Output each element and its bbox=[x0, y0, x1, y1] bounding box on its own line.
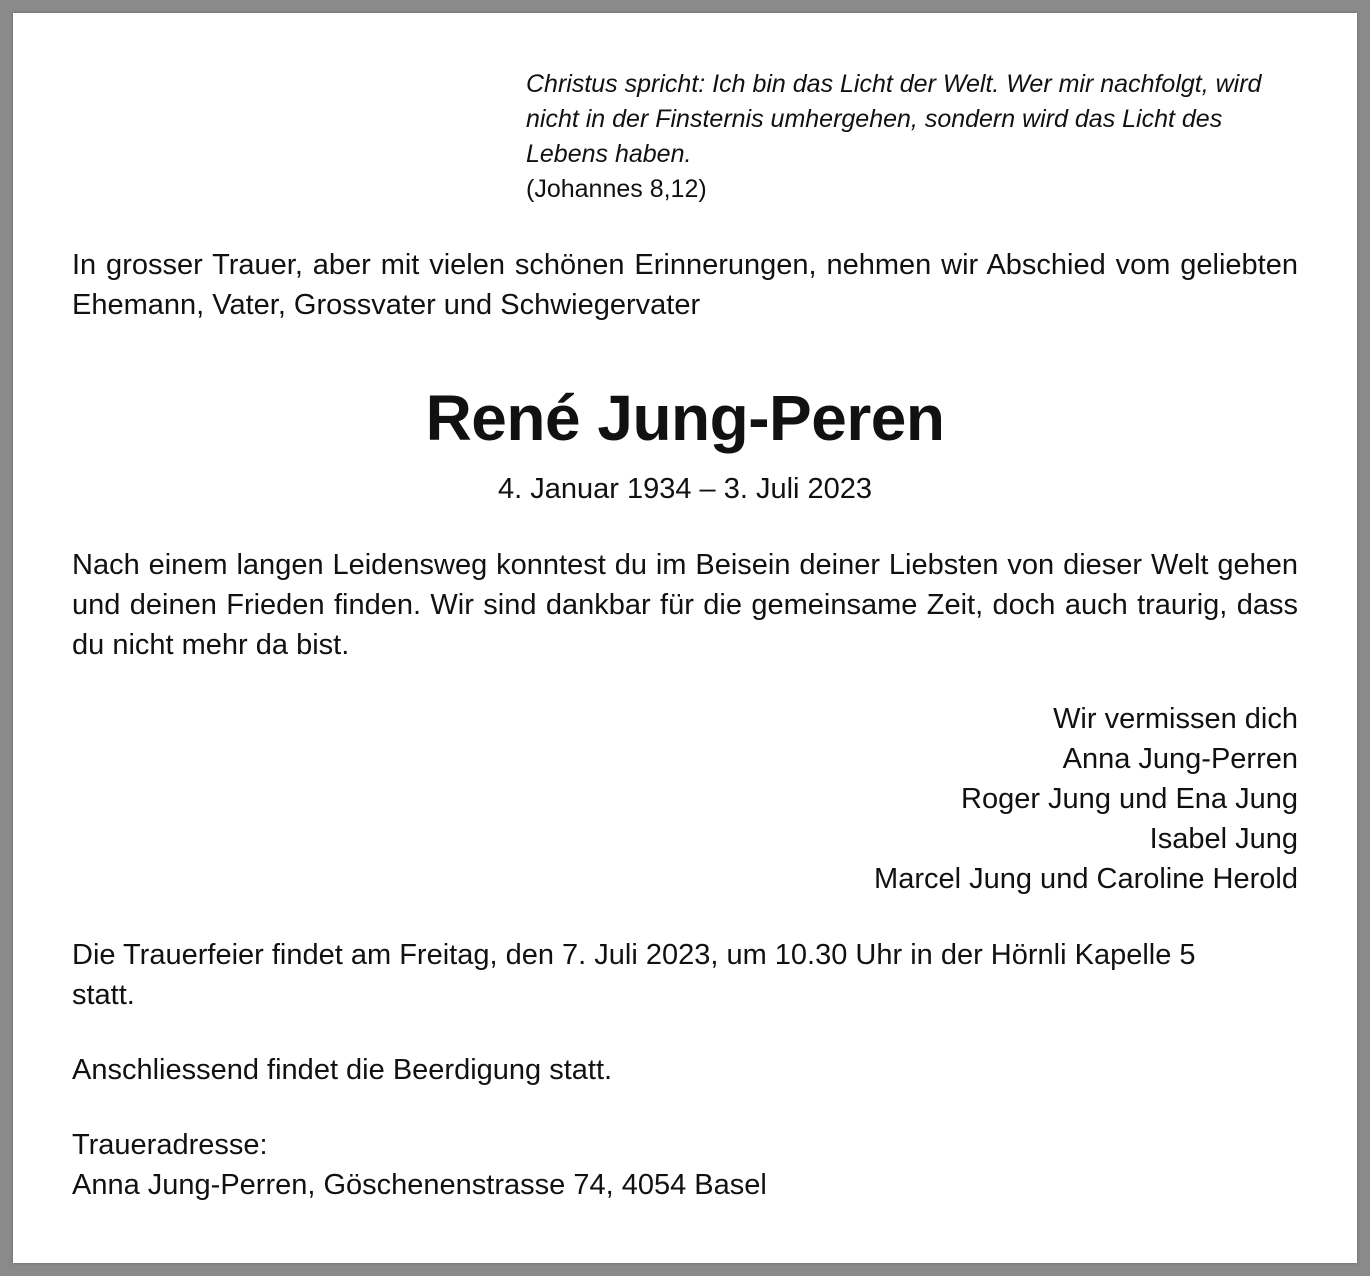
family-member: Roger Jung und Ena Jung bbox=[961, 783, 1298, 815]
farewell-text: Nach einem langen Leidensweg konntest du im Beisein deiner Liebsten von dieser Welt gehen und deinen Frieden finden. Wir sind dankbar für die gemeinsame Zeit, doch auch traurig, dass du nicht mehr da bist. bbox=[72, 549, 1298, 661]
mourning-address bbox=[72, 1125, 1298, 1205]
intro-text: In grosser Trauer, aber mit vielen schönen Erinnerungen, nehmen wir Abschied vom geliebten Ehemann, Vater, Grossvater und Schwiegervater bbox=[72, 249, 1298, 321]
family-member: Isabel Jung bbox=[1149, 823, 1298, 855]
family-signoff bbox=[874, 699, 1298, 899]
deceased-name: René Jung-Peren bbox=[425, 382, 945, 454]
bible-motto bbox=[526, 67, 1306, 207]
life-dates: 4. Januar 1934 – 3. Juli 2023 bbox=[497, 473, 873, 505]
address-value: Anna Jung-Perren, Göschenenstrasse 74, 4054 Basel bbox=[72, 1169, 767, 1201]
family-member: Marcel Jung und Caroline Herold bbox=[874, 863, 1298, 895]
signoff-line: Wir vermissen dich bbox=[1053, 703, 1298, 735]
ceremony-info: Die Trauerfeier findet am Freitag, den 7. Juli 2023, um 10.30 Uhr in der Hörnli Kapelle 5 statt. bbox=[72, 939, 1196, 1011]
burial-info: Anschliessend findet die Beerdigung statt. bbox=[72, 1054, 613, 1086]
address-label: Traueradresse: bbox=[72, 1129, 268, 1161]
family-member: Anna Jung-Perren bbox=[1062, 743, 1298, 775]
motto-quote: Christus spricht: Ich bin das Licht der Welt. Wer mir nachfolgt, wird nicht in der Finsternis umhergehen, sondern wird das Licht des Lebens haben. bbox=[526, 70, 1262, 168]
obituary-page bbox=[13, 13, 1357, 1263]
motto-reference: (Johannes 8,12) bbox=[526, 175, 707, 203]
